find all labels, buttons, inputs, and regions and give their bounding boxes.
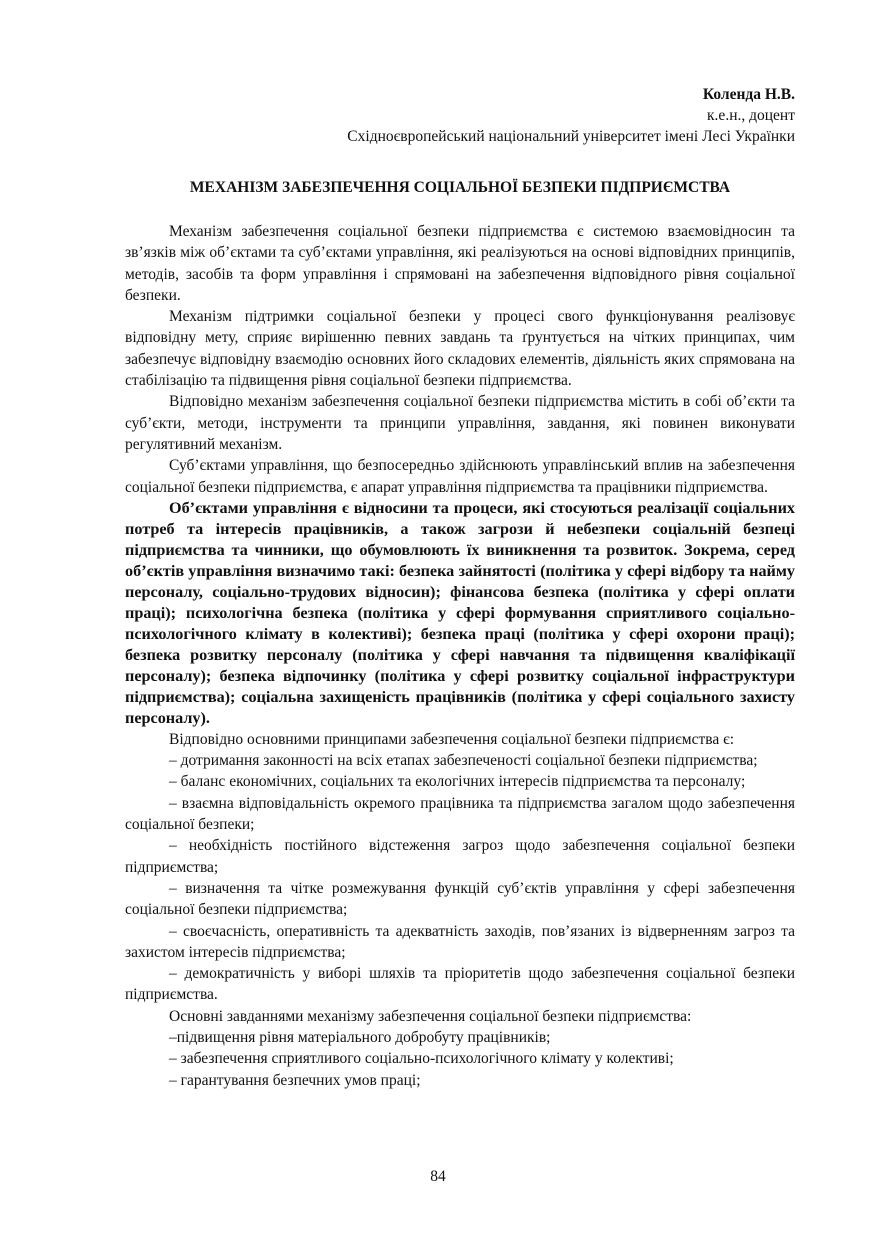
author-affiliation: Східноєвропейський національний університет імені Лесі Українки — [347, 128, 795, 145]
author-name: Коленда Н.В. — [702, 86, 795, 103]
author-degree: к.е.н., доцент — [707, 107, 795, 124]
list-item: – взаємна відповідальність окремого працівника та підприємства загалом щодо забезпечення соціальної безпеки; — [125, 794, 795, 834]
paragraph: Механізм підтримки соціальної безпеки у процесі свого функціонування реалізовує відповідну мету, сприяє вирішенню певних завдань та ґрунтується на чітких принципах, чим забезпечує відповідну взаємодію основних його складових елементів, діяльність яких спрямована на стабілізацію та підвищення рівня соціальної безпеки підприємства. — [125, 308, 795, 390]
author-block — [125, 84, 795, 147]
paragraph: Відповідно основними принципами забезпечення соціальної безпеки підприємства є: — [169, 730, 735, 748]
list-item: – дотримання законності на всіх етапах забезпеченості соціальної безпеки підприємства; — [169, 752, 758, 770]
list-item: – забезпечення сприятливого соціально-психологічного клімату у колективі; — [169, 1050, 674, 1068]
page-content — [125, 84, 795, 1091]
list-item: – баланс економічних, соціальних та екологічних інтересів підприємства та персоналу; — [169, 773, 746, 791]
paragraph: Механізм забезпечення соціальної безпеки підприємства є системою взаємовідносин та зв’язків між об’єктами та суб’єктами управління, які реалізуються на основі відповідних принципів, методів, засобів та форм управління і спрямовані на забезпечення відповідного рівня соціальної безпеки. — [125, 223, 795, 304]
list-item: – гарантування безпечних умов праці; — [169, 1071, 421, 1089]
paper-body — [125, 221, 795, 1091]
paragraph: Основні завданнями механізму забезпечення соціальної безпеки підприємства: — [169, 1007, 692, 1025]
list-item: – необхідність постійного відстеження загроз щодо забезпечення соціальної безпеки підприємства; — [125, 837, 795, 876]
list-item: – демократичність у виборі шляхів та пріоритетів щодо забезпечення соціальної безпеки підприємства. — [125, 965, 795, 1004]
list-item: – визначення та чітке розмежування функцій суб’єктів управління у сфері забезпечення соціальної безпеки підприємства; — [125, 879, 795, 919]
page-number: 84 — [430, 1168, 446, 1185]
list-item: –підвищення рівня матеріального добробуту працівників; — [169, 1029, 551, 1047]
paragraph: Суб’єктами управління, що безпосередньо здійснюють управлінський вплив на забезпечення соціальної безпеки підприємства, є апарат управління підприємства та працівники підприємства. — [125, 457, 795, 496]
list-item: – своєчасність, оперативність та адекватність заходів, пов’язаних із відверненням загроз та захистом інтересів підприємства; — [125, 922, 795, 961]
paragraph-bold: Об’єктами управління є відносини та процеси, які стосуються реалізації соціальних потреб та інтересів працівників, а також загрози й небезпеки соціальній безпеці підприємства та чинники, що обумовлюють їх виникнення та розвиток. Зокрема, серед об’єктів управління визначимо такі: безпека зайнятості (політика у сфері відбору та найму персоналу, соціально-трудових відносин); фінансова безпека (політика у сфері оплати праці); психологічна безпека (політика у сфері формування сприятливого соціально-психологічного клімату в колективі); безпека праці (політика у сфері охорони праці); безпека розвитку персоналу (політика у сфері навчання та підвищення кваліфікації персоналу); безпека відпочинку (політика у сфері розвитку соціальної інфраструктури підприємства); соціальна захищеність працівників (політика у сфері соціального захисту персоналу). — [125, 498, 795, 727]
paper-title: МЕХАНІЗМ ЗАБЕЗПЕЧЕННЯ СОЦІАЛЬНОЇ БЕЗПЕКИ ПІДПРИЄМСТВА — [189, 179, 731, 196]
paragraph: Відповідно механізм забезпечення соціальної безпеки підприємства містить в собі об’єкти та суб’єкти, методи, інструменти та принципи управління, завдання, які повинен виконувати регулятивний механізм. — [125, 393, 795, 453]
